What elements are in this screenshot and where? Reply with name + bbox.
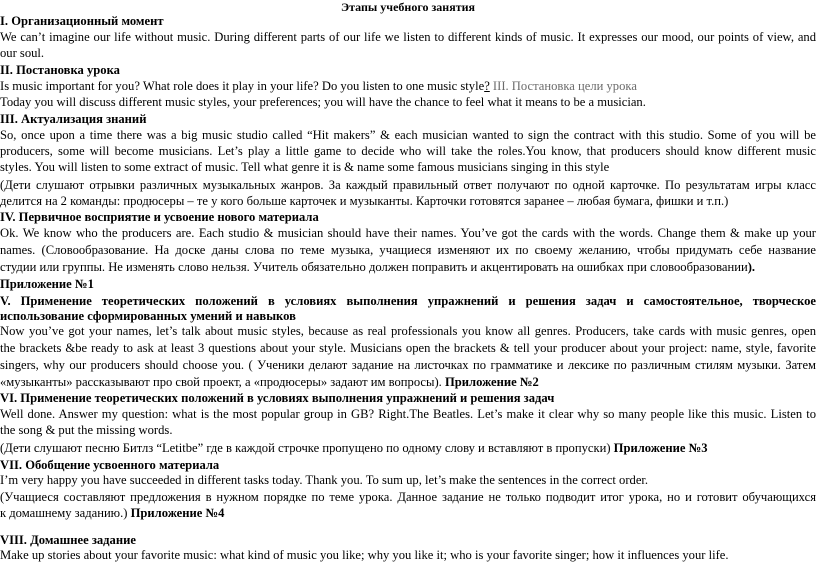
section-5-appendix: Приложение №2 bbox=[444, 375, 539, 389]
section-4-line-1: Ok. We know who the producers are. Each studio & musician should have their names. You’ve got the cards with the words. Change them & make up your bbox=[0, 226, 816, 240]
section-7-line-3 bbox=[0, 506, 816, 521]
section-5-line-4-text: «музыканты» рассказывают про свой проект, а «продюсеры» задают им вопросы). bbox=[0, 375, 445, 389]
section-7-line-1: I’m very happy you have succeeded in different tasks today. Thank you. To sum up, let’s make the sentences in the correct order. bbox=[0, 473, 649, 487]
section-4-heading: IV. Первичное восприятие и усвоение нового материала bbox=[0, 210, 319, 224]
section-3-line-3: styles. You will listen to some extract of music. Tell what genre it is & name some famous musicians singing in this style bbox=[0, 160, 610, 174]
section-6-line-1: Well done. Answer my question: what is the most popular group in GB? Right.The Beatles. Let’s make it clear why so many people like this music. Listen to bbox=[0, 407, 816, 421]
section-4-line-3-end: ). bbox=[747, 260, 756, 274]
section-3-line-5: делится на 2 команды: продюсеры – те у кого больше карточек и музыканты. Карточки готовятся заранее – любая бумага, фишки и т.п.) bbox=[0, 194, 729, 208]
section-2-question: Is music important for you? What role does it play in your life? Do you listen to one music style bbox=[0, 79, 485, 93]
section-5-heading-2: использование сформированных умений и навыков bbox=[0, 309, 296, 323]
section-3-line-4: (Дети слушают отрывки различных музыкальных жанров. За каждый правильный ответ получают по одной карточке. По результатам игры класс bbox=[0, 178, 816, 192]
section-7-line-3-text: к домашнему заданию.) bbox=[0, 506, 131, 520]
section-5-line-4 bbox=[0, 375, 816, 390]
section-4-line-3-text: студии или группы. Не изменять слово нельзя. Учитель обязательно должен поправить и акцентировать на ошибках при словообразовании bbox=[0, 260, 748, 274]
section-1-heading: I. Организационный момент bbox=[0, 14, 164, 28]
section-8-heading: VIII. Домашнее задание bbox=[0, 533, 136, 547]
page-title: Этапы учебного занятия bbox=[341, 0, 475, 14]
section-2-goal-note: III. Постановка цели урока bbox=[489, 79, 637, 93]
section-5-heading-1: V. Применение теоретических положений в условиях выполнения упражнений и решения задач и самостоятельное, творческое bbox=[0, 294, 816, 308]
section-2-line-1 bbox=[0, 79, 816, 94]
section-4-line-2: names. (Словообразование. На доске даны слова по теме музыка, учащиеся изменяют их по своему желанию, чтобы придумать себе название bbox=[0, 243, 816, 257]
section-6-heading: VI. Применение теоретических положений в условиях выполнения упражнений и решения задач bbox=[0, 391, 555, 405]
section-7-appendix: Приложение №4 bbox=[130, 506, 225, 520]
section-1-line-2: our soul. bbox=[0, 46, 45, 60]
section-3-heading: III. Актуализация знаний bbox=[0, 112, 147, 126]
section-4-line-3 bbox=[0, 260, 816, 275]
section-6-line-2: the song & put the missing words. bbox=[0, 423, 173, 437]
section-2-heading: II. Постановка урока bbox=[0, 63, 120, 77]
section-5-line-3: singers, why our producers should choose you. ( Ученики делают задание на листочках по грамматике и лексике по различным стилям музыки. Затем bbox=[0, 358, 816, 372]
section-7-heading: VII. Обобщение усвоенного материала bbox=[0, 458, 220, 472]
section-6-line-3-text: (Дети слушают песню Битлз “Letitbe” где в каждой строчке пропущено по одному слову и вставляют в пропуски) bbox=[0, 441, 614, 455]
section-2-line-2: Today you will discuss different music styles, your preferences; you will have the chance to feel what it means to be a musician. bbox=[0, 95, 646, 109]
section-6-appendix: Приложение №3 bbox=[613, 441, 708, 455]
section-1-line-1: We can’t imagine our life without music. During different parts of our life we listen to different kinds of music. It expresses our mood, our points of view, and bbox=[0, 30, 816, 44]
section-2-question-mark: ? bbox=[484, 79, 490, 93]
section-6-line-3 bbox=[0, 441, 816, 456]
section-7-line-2: (Учащиеся составляют предложения в нужном порядке по теме урока. Данное задание не только подводит итог урока, но и готовит обучающихся bbox=[0, 490, 816, 504]
section-5-line-2: the brackets &be ready to ask at least 3 questions about your style. Musicians open the brackets & tell your producer about your project: name, style, favorite bbox=[0, 341, 816, 355]
section-3-line-2: producers, some will become musicians. Let’s play a little game to decide who will take the roles.You know, that producers should know different music bbox=[0, 144, 816, 158]
section-3-line-1: So, once upon a time there was a big music studio called “Hit makers” & each musician wanted to sign the contract with this studio. Some of you will be bbox=[0, 128, 816, 142]
section-4-appendix: Приложение №1 bbox=[0, 277, 94, 291]
section-5-line-1: Now you’ve got your names, let’s talk about music styles, because as real professionals you know all genres. Producers, take cards with music genres, open bbox=[0, 324, 816, 338]
section-8-line-1: Make up stories about your favorite music: what kind of music you like; why you like it; who is your favorite singer; how it influences your life. bbox=[0, 548, 729, 562]
